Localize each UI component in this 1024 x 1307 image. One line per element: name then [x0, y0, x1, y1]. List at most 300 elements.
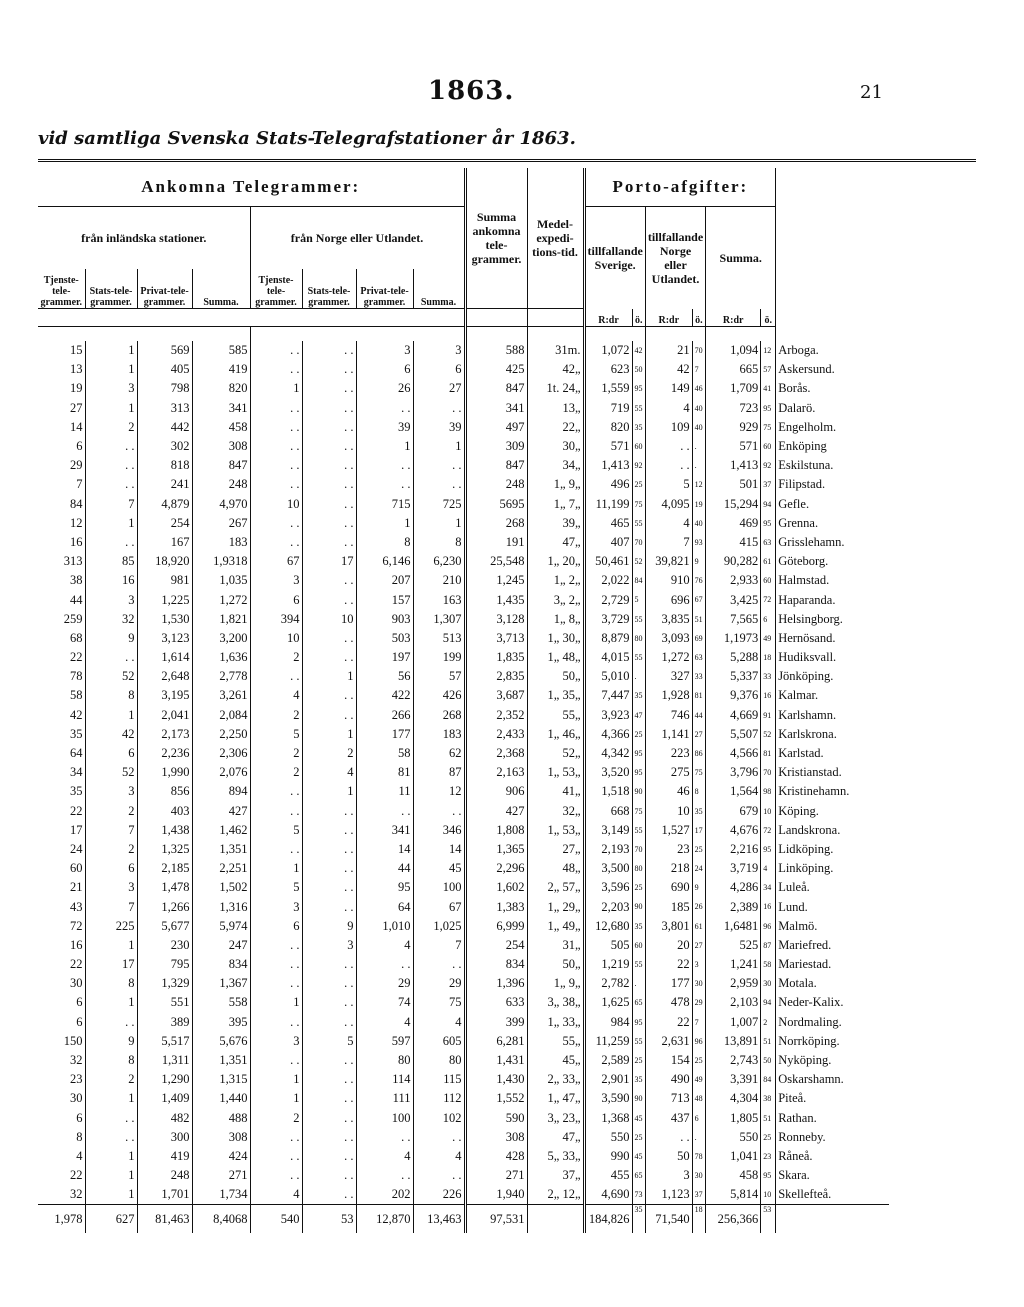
cell-domestic-private: 254 [137, 514, 192, 533]
cell-fee-sweden-rdr: 1,072 [584, 341, 632, 360]
cell-median-time: 2„ 33„ [527, 1070, 584, 1089]
cell-fee-sum-rdr: 3,719 [706, 859, 761, 878]
cell-domestic-state: 85 [85, 552, 137, 571]
cell-foreign-state: 1 [302, 667, 356, 686]
cell-fee-sweden-ore: 45 [632, 1109, 645, 1128]
cell-domestic-service: 19 [70, 381, 83, 396]
cell-foreign-service: . . [250, 782, 302, 801]
cell-foreign-state: . . [302, 590, 356, 609]
col-median-time: Medel-expedi-tions-tid. [527, 168, 584, 309]
cell-foreign-sum: 1 [413, 437, 465, 456]
cell-fee-sum-ore: 23 [761, 1147, 776, 1166]
cell-domestic-private: 569 [137, 341, 192, 360]
cell-median-time: 27„ [527, 840, 584, 859]
cell-station-name: Lidköping. [776, 840, 889, 859]
cell-foreign-sum: . . [413, 456, 465, 475]
cell-foreign-private: 100 [356, 1109, 413, 1128]
cell-fee-sweden-rdr: 50,461 [584, 552, 632, 571]
cell-fee-sweden-ore: 42 [632, 341, 645, 360]
cell-domestic-private: 405 [137, 360, 192, 379]
cell-domestic-service: 30 [70, 1091, 83, 1106]
cell-foreign-private: 64 [356, 897, 413, 916]
cell-foreign-sum: 8 [413, 533, 465, 552]
cell-median-time: 47„ [527, 533, 584, 552]
cell-foreign-state: . . [302, 802, 356, 821]
total-fee-sum-rdr: 256,366 [706, 1205, 761, 1234]
cell-domestic-state: 32 [85, 610, 137, 629]
cell-fee-norway-ore: 33 [692, 667, 706, 686]
cell-fee-norway-ore: 24 [692, 859, 706, 878]
cell-domestic-private: 2,648 [137, 667, 192, 686]
total-station-blank [776, 1205, 889, 1234]
cell-domestic-sum: 424 [192, 1147, 250, 1166]
cell-foreign-private: 95 [356, 878, 413, 897]
cell-foreign-state: . . [302, 571, 356, 590]
cell-fee-norway-rdr: 185 [645, 897, 692, 916]
cell-domestic-private: 798 [137, 379, 192, 398]
page-year: 1863. [428, 76, 515, 106]
cell-total-received: 2,368 [465, 744, 527, 763]
cell-fee-sum-rdr: 2,389 [706, 897, 761, 916]
cell-fee-sum-ore: 10 [761, 1185, 776, 1205]
cell-domestic-service: 259 [63, 611, 83, 626]
cell-domestic-sum: 488 [192, 1109, 250, 1128]
cell-domestic-state: 1 [85, 993, 137, 1012]
cell-domestic-state: 6 [85, 859, 137, 878]
col-foreign-sum: Summa. [413, 269, 465, 309]
cell-fee-sweden-rdr: 2,193 [584, 840, 632, 859]
cell-fee-sweden-ore: 80 [632, 629, 645, 648]
cell-foreign-sum: 100 [413, 878, 465, 897]
table-row [38, 418, 889, 437]
cell-total-received: 25,548 [465, 552, 527, 571]
cell-fee-norway-rdr: 7 [645, 533, 692, 552]
cell-domestic-state: 3 [85, 878, 137, 897]
cell-foreign-state: . . [302, 974, 356, 993]
cell-fee-norway-ore: . [692, 437, 706, 456]
cell-fee-sweden-rdr: 496 [584, 475, 632, 494]
cell-foreign-state: . . [302, 859, 356, 878]
cell-fee-norway-rdr: 3,835 [645, 610, 692, 629]
cell-domestic-state: 1 [85, 514, 137, 533]
cell-median-time: 1„ 49„ [527, 917, 584, 936]
cell-fee-sweden-ore: 65 [632, 1166, 645, 1185]
cell-foreign-private: 1,010 [356, 917, 413, 936]
cell-median-time: 1„ 35„ [527, 686, 584, 705]
cell-domestic-private: 1,266 [137, 897, 192, 916]
cell-fee-norway-ore: 61 [692, 917, 706, 936]
cell-total-received: 633 [465, 993, 527, 1012]
cell-foreign-service: . . [250, 475, 302, 494]
cell-foreign-service: 5 [250, 725, 302, 744]
cell-foreign-private: 4 [356, 936, 413, 955]
cell-fee-sweden-ore: 70 [632, 533, 645, 552]
cell-foreign-sum: 268 [413, 706, 465, 725]
cell-domestic-sum: 1,035 [192, 571, 250, 590]
cell-domestic-state: 3 [85, 379, 137, 398]
table-row [38, 1013, 889, 1032]
cell-domestic-sum: 183 [192, 533, 250, 552]
table-row [38, 897, 889, 916]
unit-ore: ö. [761, 309, 776, 327]
cell-domestic-sum: 1,734 [192, 1185, 250, 1205]
cell-total-received: 6,999 [465, 917, 527, 936]
total-fee-sum-ore: 53 [761, 1205, 776, 1234]
table-row [38, 341, 889, 360]
cell-station-name: Motala. [776, 974, 889, 993]
cell-fee-norway-rdr: 1,141 [645, 725, 692, 744]
cell-domestic-state: 1 [85, 360, 137, 379]
cell-foreign-private: . . [356, 399, 413, 418]
cell-fee-sweden-ore: 90 [632, 782, 645, 801]
cell-fee-sum-rdr: 1,564 [706, 782, 761, 801]
cell-fee-sum-ore: 41 [761, 379, 776, 398]
cell-total-received: 590 [465, 1109, 527, 1128]
cell-fee-norway-rdr: 39,821 [645, 552, 692, 571]
table-row [38, 1070, 889, 1089]
cell-domestic-sum: 2,251 [192, 859, 250, 878]
cell-median-time: 1„ 2„ [527, 571, 584, 590]
cell-fee-sweden-ore: 25 [632, 1051, 645, 1070]
col-domestic-service: Tjenste-tele-grammer. [38, 269, 85, 309]
cell-domestic-service: 313 [63, 554, 83, 569]
cell-fee-sweden-ore: 35 [632, 1070, 645, 1089]
cell-total-received: 341 [465, 399, 527, 418]
table-row [38, 936, 889, 955]
cell-fee-sum-ore: 4 [761, 859, 776, 878]
cell-domestic-private: 2,041 [137, 706, 192, 725]
cell-domestic-state: 1 [85, 706, 137, 725]
cell-foreign-state: . . [302, 821, 356, 840]
cell-foreign-state: . . [302, 706, 356, 725]
cell-domestic-state: 7 [85, 897, 137, 916]
cell-fee-sum-rdr: 1,1973 [706, 629, 761, 648]
cell-fee-sweden-ore: 47 [632, 706, 645, 725]
cell-station-name: Linköping. [776, 859, 889, 878]
cell-foreign-private: 503 [356, 629, 413, 648]
cell-fee-norway-rdr: . . [645, 1128, 692, 1147]
cell-domestic-state: 3 [85, 590, 137, 609]
cell-fee-sweden-ore: 35 [632, 917, 645, 936]
cell-station-name: Nordmaling. [776, 1013, 889, 1032]
table-row [38, 917, 889, 936]
cell-domestic-private: 18,920 [137, 552, 192, 571]
cell-fee-norway-rdr: 3 [645, 1166, 692, 1185]
cell-fee-sum-ore: 95 [761, 514, 776, 533]
cell-fee-sum-ore: 98 [761, 782, 776, 801]
unit-spacer [527, 309, 584, 327]
cell-foreign-sum: 426 [413, 686, 465, 705]
cell-foreign-private: 29 [356, 974, 413, 993]
cell-domestic-private: 2,173 [137, 725, 192, 744]
cell-foreign-sum: 1,307 [413, 610, 465, 629]
cell-total-received: 2,296 [465, 859, 527, 878]
cell-station-name: Piteå. [776, 1089, 889, 1108]
cell-domestic-private: 1,530 [137, 610, 192, 629]
cell-fee-sweden-rdr: 5,010 [584, 667, 632, 686]
cell-fee-norway-ore: 6 [692, 1109, 706, 1128]
cell-fee-norway-rdr: 154 [645, 1051, 692, 1070]
cell-domestic-private: 230 [137, 936, 192, 955]
table-row [38, 475, 889, 494]
cell-fee-sum-rdr: 1,709 [706, 379, 761, 398]
cell-foreign-private: 44 [356, 859, 413, 878]
cell-foreign-sum: 513 [413, 629, 465, 648]
cell-total-received: 1,365 [465, 840, 527, 859]
cell-foreign-sum: 62 [413, 744, 465, 763]
cell-domestic-service: 13 [70, 362, 83, 377]
cell-fee-sum-rdr: 2,743 [706, 1051, 761, 1070]
cell-fee-norway-rdr: 21 [645, 341, 692, 360]
cell-foreign-sum: . . [413, 955, 465, 974]
table-row [38, 360, 889, 379]
total-fee-norway-ore: 18 [692, 1205, 706, 1234]
cell-fee-norway-rdr: 1,527 [645, 821, 692, 840]
cell-foreign-sum: 115 [413, 1070, 465, 1089]
cell-fee-sum-ore: 95 [761, 399, 776, 418]
unit-spacer [465, 309, 527, 327]
cell-foreign-state: . . [302, 418, 356, 437]
cell-total-received: 268 [465, 514, 527, 533]
cell-median-time: 47„ [527, 1128, 584, 1147]
cell-domestic-sum: 1,440 [192, 1089, 250, 1108]
unit-spacer [38, 309, 465, 327]
cell-fee-sum-ore: 72 [761, 821, 776, 840]
cell-total-received: 1,383 [465, 897, 527, 916]
cell-station-name: Halmstad. [776, 571, 889, 590]
cell-domestic-state: 8 [85, 686, 137, 705]
cell-domestic-private: 551 [137, 993, 192, 1012]
cell-fee-norway-ore: . [692, 1128, 706, 1147]
cell-foreign-private: 58 [356, 744, 413, 763]
table-row [38, 571, 889, 590]
cell-domestic-state: 7 [85, 495, 137, 514]
cell-domestic-service: 42 [70, 707, 83, 722]
cell-foreign-state: . . [302, 1166, 356, 1185]
cell-fee-sum-rdr: 5,288 [706, 648, 761, 667]
cell-fee-sum-ore: 60 [761, 571, 776, 590]
cell-foreign-service: . . [250, 514, 302, 533]
cell-fee-norway-ore: 70 [692, 341, 706, 360]
cell-fee-sweden-ore: 90 [632, 1089, 645, 1108]
cell-domestic-sum: 1,316 [192, 897, 250, 916]
cell-foreign-private: 114 [356, 1070, 413, 1089]
cell-foreign-state: 5 [302, 1032, 356, 1051]
cell-foreign-service: 2 [250, 1109, 302, 1128]
cell-foreign-sum: . . [413, 802, 465, 821]
cell-domestic-sum: 1,462 [192, 821, 250, 840]
cell-foreign-service: . . [250, 1128, 302, 1147]
total-foreign-state: 53 [302, 1205, 356, 1234]
cell-fee-sweden-ore: 50 [632, 360, 645, 379]
cell-fee-norway-rdr: 3,801 [645, 917, 692, 936]
cell-fee-norway-rdr: 327 [645, 667, 692, 686]
cell-domestic-sum: 1,367 [192, 974, 250, 993]
cell-foreign-sum: 67 [413, 897, 465, 916]
cell-fee-norway-rdr: 42 [645, 360, 692, 379]
cell-fee-sweden-ore: 60 [632, 437, 645, 456]
cell-median-time: 31„ [527, 936, 584, 955]
cell-foreign-state: . . [302, 648, 356, 667]
cell-fee-norway-rdr: 696 [645, 590, 692, 609]
cell-fee-norway-ore: 35 [692, 802, 706, 821]
cell-domestic-state: . . [85, 437, 137, 456]
cell-domestic-sum: 2,076 [192, 763, 250, 782]
cell-station-name: Grenna. [776, 514, 889, 533]
cell-fee-norway-rdr: 1,928 [645, 686, 692, 705]
cell-median-time: 1„ 47„ [527, 1089, 584, 1108]
cell-station-name: Malmö. [776, 917, 889, 936]
cell-domestic-state: 1 [85, 1147, 137, 1166]
cell-fee-sum-ore: 33 [761, 667, 776, 686]
cell-fee-sum-ore: 58 [761, 955, 776, 974]
cell-domestic-private: 2,185 [137, 859, 192, 878]
cell-foreign-state: . . [302, 1051, 356, 1070]
cell-domestic-state: 1 [85, 1089, 137, 1108]
cell-domestic-state: 2 [85, 840, 137, 859]
cell-total-received: 308 [465, 1128, 527, 1147]
cell-domestic-service: 32 [70, 1187, 83, 1202]
cell-domestic-service: 34 [70, 765, 83, 780]
table-row [38, 782, 889, 801]
cell-median-time: 1„ 48„ [527, 648, 584, 667]
table-row [38, 1051, 889, 1070]
cell-domestic-state: . . [85, 456, 137, 475]
cell-domestic-state: 52 [85, 667, 137, 686]
cell-fee-norway-rdr: 50 [645, 1147, 692, 1166]
cell-median-time: 2„ 12„ [527, 1185, 584, 1205]
cell-fee-sweden-rdr: 1,625 [584, 993, 632, 1012]
cell-fee-sweden-ore: 95 [632, 379, 645, 398]
cell-fee-sum-ore: 96 [761, 917, 776, 936]
cell-fee-norway-rdr: 149 [645, 379, 692, 398]
cell-domestic-sum: 5,676 [192, 1032, 250, 1051]
cell-fee-sum-rdr: 501 [706, 475, 761, 494]
cell-fee-norway-rdr: . . [645, 437, 692, 456]
cell-domestic-sum: 820 [192, 379, 250, 398]
table-row [38, 763, 889, 782]
cell-total-received: 6,281 [465, 1032, 527, 1051]
cell-foreign-service: . . [250, 1051, 302, 1070]
table-row [38, 1032, 889, 1051]
cell-station-name: Dalarö. [776, 399, 889, 418]
col-foreign-private: Privat-tele-grammer. [356, 269, 413, 309]
col-domestic-state: Stats-tele-grammer. [85, 269, 137, 309]
cell-fee-norway-rdr: 1,123 [645, 1185, 692, 1205]
cell-fee-sweden-rdr: 2,022 [584, 571, 632, 590]
cell-station-name: Landskrona. [776, 821, 889, 840]
cell-median-time: 1„ 53„ [527, 763, 584, 782]
cell-domestic-private: 5,517 [137, 1032, 192, 1051]
cell-station-name: Helsingborg. [776, 610, 889, 629]
total-domestic-private: 81,463 [137, 1205, 192, 1234]
table-row [38, 648, 889, 667]
cell-fee-sum-rdr: 4,669 [706, 706, 761, 725]
cell-foreign-service: . . [250, 360, 302, 379]
cell-foreign-private: 81 [356, 763, 413, 782]
cell-median-time: 1„ 30„ [527, 629, 584, 648]
cell-domestic-state: 2 [85, 802, 137, 821]
cell-fee-norway-ore: 86 [692, 744, 706, 763]
cell-foreign-sum: 346 [413, 821, 465, 840]
cell-foreign-private: 341 [356, 821, 413, 840]
cell-fee-sum-ore: 37 [761, 475, 776, 494]
cell-domestic-private: 1,701 [137, 1185, 192, 1205]
col-total-received: Summa ankomna tele-grammer. [465, 168, 527, 309]
cell-foreign-sum: 112 [413, 1089, 465, 1108]
cell-domestic-service: 58 [70, 688, 83, 703]
table-row [38, 399, 889, 418]
cell-median-time: 32„ [527, 802, 584, 821]
cell-median-time: 1„ 8„ [527, 610, 584, 629]
cell-foreign-state: 9 [302, 917, 356, 936]
cell-total-received: 1,602 [465, 878, 527, 897]
cell-fee-sum-ore: 10 [761, 802, 776, 821]
cell-foreign-state: . . [302, 437, 356, 456]
cell-fee-sweden-rdr: 11,259 [584, 1032, 632, 1051]
cell-fee-sum-ore: 16 [761, 897, 776, 916]
cell-fee-norway-rdr: 690 [645, 878, 692, 897]
cell-fee-sum-ore: 87 [761, 936, 776, 955]
cell-foreign-state: . . [302, 1089, 356, 1108]
cell-fee-sum-ore: 94 [761, 495, 776, 514]
cell-total-received: 834 [465, 955, 527, 974]
cell-fee-sum-ore: 57 [761, 360, 776, 379]
cell-fee-sweden-rdr: 7,447 [584, 686, 632, 705]
cell-fee-sum-rdr: 2,216 [706, 840, 761, 859]
cell-fee-norway-rdr: 46 [645, 782, 692, 801]
cell-total-received: 425 [465, 360, 527, 379]
cell-station-name: Kristinehamn. [776, 782, 889, 801]
cell-median-time: 3„ 38„ [527, 993, 584, 1012]
cell-foreign-sum: 39 [413, 418, 465, 437]
cell-foreign-service: 3 [250, 571, 302, 590]
cell-total-received: 3,128 [465, 610, 527, 629]
page-subtitle: vid samtliga Svenska Stats-Telegrafstationer år 1863. [38, 128, 576, 149]
cell-domestic-service: 16 [70, 937, 83, 952]
cell-fee-norway-ore: 9 [692, 878, 706, 897]
cell-station-name: Arboga. [776, 341, 889, 360]
cell-station-name: Lund. [776, 897, 889, 916]
cell-median-time: 45„ [527, 1051, 584, 1070]
cell-median-time: 2„ 57„ [527, 878, 584, 897]
cell-foreign-state: . . [302, 360, 356, 379]
cell-domestic-sum: 1,272 [192, 590, 250, 609]
cell-domestic-sum: 894 [192, 782, 250, 801]
cell-domestic-service: 22 [70, 803, 83, 818]
cell-fee-sweden-ore: 55 [632, 610, 645, 629]
cell-domestic-service: 4 [76, 1148, 83, 1163]
cell-fee-sum-rdr: 13,891 [706, 1032, 761, 1051]
cell-domestic-private: 1,325 [137, 840, 192, 859]
col-fee-norway: tillfallande Norge eller Utlandet. [645, 207, 705, 309]
cell-foreign-service: . . [250, 341, 302, 360]
cell-domestic-private: 795 [137, 955, 192, 974]
cell-fee-norway-ore: 49 [692, 1070, 706, 1089]
table-row [38, 552, 889, 571]
cell-total-received: 2,835 [465, 667, 527, 686]
cell-fee-sum-rdr: 525 [706, 936, 761, 955]
cell-fee-norway-ore: 8 [692, 782, 706, 801]
cell-foreign-private: 903 [356, 610, 413, 629]
cell-domestic-service: 32 [70, 1053, 83, 1068]
cell-domestic-service: 78 [70, 669, 83, 684]
cell-foreign-sum: . . [413, 1128, 465, 1147]
cell-fee-norway-rdr: 20 [645, 936, 692, 955]
cell-domestic-sum: 458 [192, 418, 250, 437]
cell-median-time: 42„ [527, 360, 584, 379]
cell-domestic-service: 43 [70, 899, 83, 914]
